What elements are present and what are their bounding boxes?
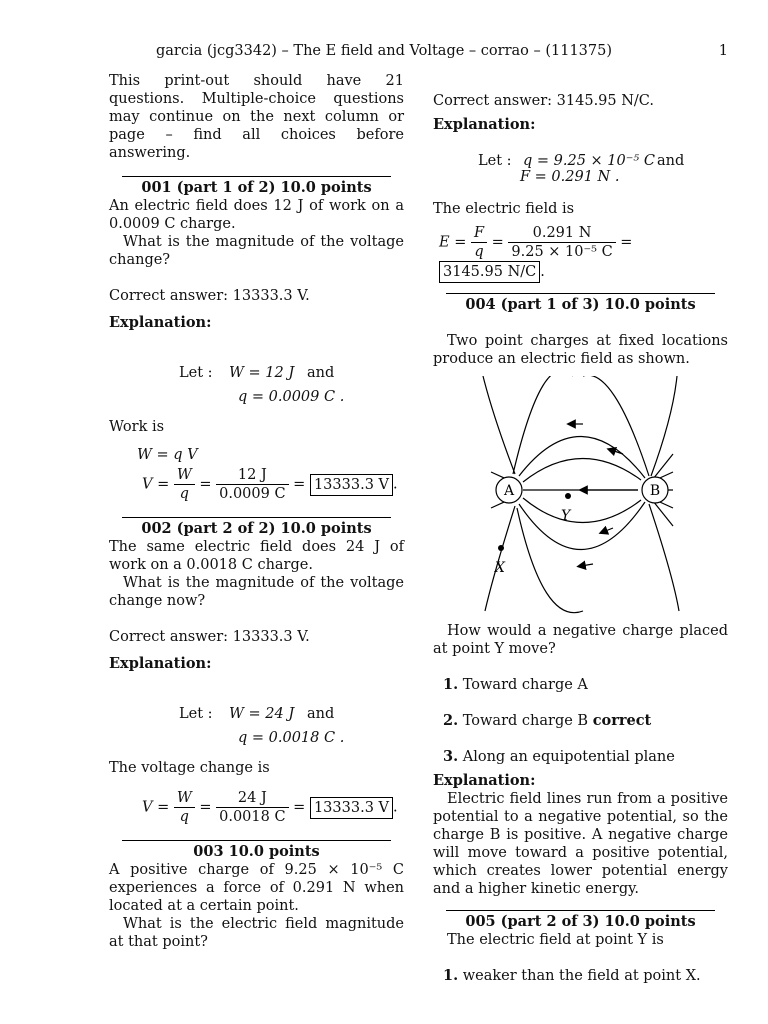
choice-text: Along an equipotential plane — [462, 749, 675, 765]
q002-heading: 002 (part 2 of 2) 10.0 points — [122, 517, 391, 538]
label-x: X — [495, 560, 505, 576]
q001-v-eq: V = — [142, 476, 170, 493]
let-label: Let : — [179, 365, 213, 381]
q004-explanation-label: Explanation: — [433, 772, 536, 789]
frac-num: 24 J — [216, 789, 288, 808]
q001-heading: 001 (part 1 of 2) 10.0 points — [122, 176, 391, 197]
q002-explanation-label: Explanation: — [109, 655, 212, 672]
q003-let-block — [433, 152, 728, 196]
q003-heading: 003 10.0 points — [122, 840, 391, 861]
q002-question: What is the magnitude of the voltage change now? — [109, 575, 404, 609]
q003-question: What is the electric field magnitude at that point? — [109, 916, 404, 950]
q002-result-box: 13333.3 V — [310, 797, 393, 819]
and-label: and — [307, 365, 335, 381]
choice-text: weaker than the field at point X. — [462, 968, 701, 984]
frac-den: q — [179, 809, 189, 825]
intro-text: This print-out should have 21 questions. Multiple-choice questions may continue on the next column or page – find all choices before answering. — [109, 73, 404, 161]
q001-answer: Correct answer: 13333.3 V. — [109, 288, 310, 304]
q003-field-is: The electric field is — [433, 201, 575, 217]
left-column — [109, 72, 404, 951]
q004-choice-1[interactable] — [433, 676, 728, 694]
q002-v-eq: V = — [142, 799, 170, 816]
q003-e-eq: E = — [439, 234, 467, 251]
q001-q-value: q = 0.0009 C . — [238, 389, 345, 405]
q002-equation: V = $\frac{W}{q}$ = $\frac{24 J}{0.0018 C}$ = 13333.3 V . — [142, 790, 398, 825]
q001-eq1: W = q V — [137, 447, 198, 463]
frac-num: W — [174, 789, 195, 808]
frac-num: F — [471, 224, 487, 243]
q003-frac-values — [508, 224, 615, 261]
q003-explanation-label: Explanation: — [433, 116, 536, 133]
q003-frac-fq — [471, 224, 487, 261]
q001-text: An electric field does 12 J of work on a 0.0009 C charge. — [109, 198, 404, 232]
and-label: and — [657, 153, 685, 169]
choice-number: 3. — [443, 748, 459, 765]
q001-explanation-label: Explanation: — [109, 314, 212, 331]
q002-w-value: W = 24 J — [229, 706, 295, 722]
label-a: A — [503, 483, 515, 499]
choice-text: Toward charge A — [462, 677, 588, 693]
q001-result-box: 13333.3 V — [310, 474, 393, 496]
q003-answer: Correct answer: 3145.95 N/C. — [433, 93, 654, 109]
q001-frac-values — [216, 466, 288, 503]
q002-change-is: The voltage change is — [109, 760, 270, 776]
label-y: Y — [561, 508, 571, 524]
q005-text: The electric field at point Y is — [447, 932, 664, 948]
choice-number: 1. — [443, 967, 459, 984]
q004-choice-3[interactable] — [433, 748, 728, 766]
frac-den: 0.0018 C — [219, 809, 286, 825]
frac-num: W — [174, 466, 195, 485]
q002-answer: Correct answer: 13333.3 V. — [109, 629, 310, 645]
frac-den: q — [179, 486, 189, 502]
choice-text: Toward charge B — [462, 713, 589, 729]
frac-num: 0.291 N — [508, 224, 615, 243]
q001-frac-wq — [174, 466, 195, 503]
point-x-dot — [498, 545, 504, 551]
q005-choice-1[interactable] — [433, 967, 728, 985]
page-header: garcia (jcg3342) – The E field and Voltage – corrao – (111375) — [155, 43, 613, 59]
q003-q-value: q = 9.25 × 10⁻⁵ C — [523, 153, 655, 169]
q002-frac-wq — [174, 789, 195, 826]
q004-choice-2[interactable] — [433, 712, 728, 730]
and-label: and — [307, 706, 335, 722]
label-b: B — [649, 483, 661, 499]
page-number: 1 — [718, 43, 728, 59]
q003-result-box: 3145.95 N/C — [439, 261, 540, 283]
q004-heading: 004 (part 1 of 3) 10.0 points — [446, 293, 715, 314]
q001-work-is: Work is — [109, 419, 165, 435]
q001-w-value: W = 12 J — [229, 365, 295, 381]
let-label: Let : — [179, 706, 213, 722]
choice-number: 2. — [443, 712, 459, 729]
q003-text: A positive charge of 9.25 × 10⁻⁵ C experiences a force of 0.291 N when located at a certain point. — [109, 862, 404, 914]
q002-let-block — [109, 705, 404, 749]
q002-text: The same electric field does 24 J of work on a 0.0018 C charge. — [109, 539, 404, 573]
frac-den: q — [474, 244, 484, 260]
frac-den: 9.25 × 10⁻⁵ C — [511, 244, 613, 260]
q003-f-value: F = 0.291 N . — [520, 169, 620, 185]
q001-question: What is the magnitude of the voltage change? — [109, 234, 404, 268]
point-y-dot — [565, 493, 571, 499]
q005-heading: 005 (part 2 of 3) 10.0 points — [446, 910, 715, 931]
let-label: Let : — [478, 153, 512, 169]
frac-den: 0.0009 C — [219, 486, 286, 502]
q001-equation: V = $\frac{W}{q}$ = $\frac{12 J}{0.0009 C}$ = 13333.3 V . — [142, 467, 398, 502]
q003-equation: E = $\frac{F}{q}$ = $\frac{0.291 N}{\text{9.25 × 10⁻⁵ C}}$ = 3145.95 N/C . — [433, 224, 728, 283]
frac-num: 12 J — [216, 466, 288, 485]
q004-question: How would a negative charge placed at point Y move? — [433, 623, 728, 657]
q004-text: Two point charges at fixed locations produce an electric field as shown. — [433, 333, 728, 367]
q002-q-value: q = 0.0018 C . — [238, 730, 345, 746]
q004-explanation: Electric field lines run from a positive potential to a negative potential, so the charge B is positive. A negative charge will move toward a positive potential, which creates lower potential energy and a higher kinetic energy. — [433, 791, 728, 897]
right-column — [433, 92, 728, 985]
choice-number: 1. — [443, 676, 459, 693]
q002-frac-values — [216, 789, 288, 826]
correct-mark: correct — [592, 712, 652, 729]
q001-let-block — [109, 364, 404, 408]
field-lines-diagram — [433, 376, 728, 616]
